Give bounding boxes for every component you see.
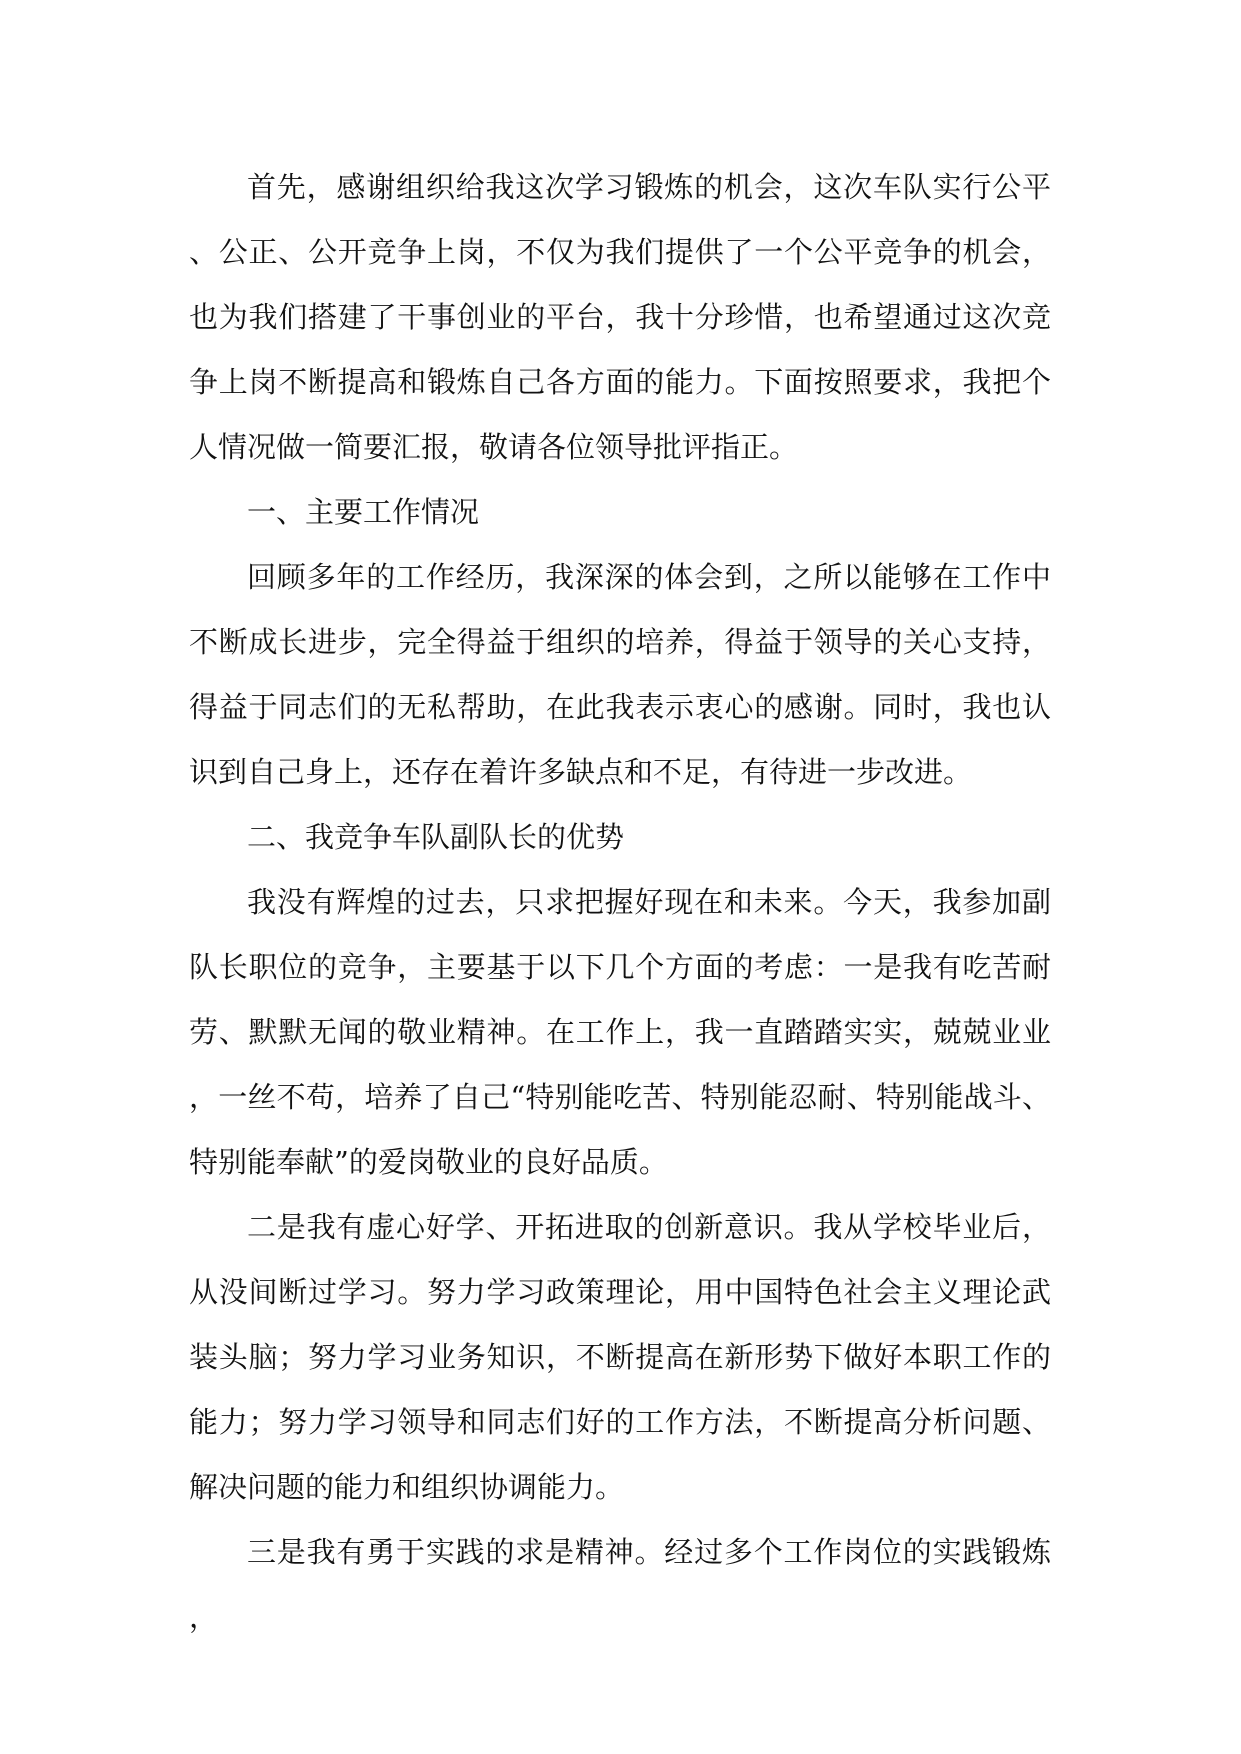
document-body (189, 155, 1051, 1650)
section-heading-main-work: 一、主要工作情况 (247, 495, 480, 529)
paragraph-opening: 首先，感谢组织给我这次学习锻炼的机会，这次车队实行公平、公正、公开竞争上岗，不仅为我们提供了一个公平竞争的机会，也为我们搭建了干事创业的平台，我十分珍惜，也希望通过这次竞争上岗不断提高和锻炼自己各方面的能力。下面按照要求，我把个人情况做一简要汇报，敬请各位领导批评指正。 (189, 170, 1051, 464)
section-heading-advantages: 二、我竞争车队副队长的优势 (247, 820, 625, 854)
paragraph-advantage-one: 我没有辉煌的过去，只求把握好现在和未来。今天，我参加副队长职位的竞争，主要基于以下几个方面的考虑：一是我有吃苦耐劳、默默无闻的敬业精神。在工作上，我一直踏踏实实，兢兢业业，一丝不苟，培养了自己“特别能吃苦、特别能忍耐、特别能战斗、特别能奉献”的爱岗敬业的良好品质。 (189, 885, 1051, 1179)
paragraph-work-review: 回顾多年的工作经历，我深深的体会到，之所以能够在工作中不断成长进步，完全得益于组织的培养，得益于领导的关心支持，得益于同志们的无私帮助，在此我表示衷心的感谢。同时，我也认识到自己身上，还存在着许多缺点和不足，有待进一步改进。 (189, 560, 1051, 789)
paragraph-advantage-two: 二是我有虚心好学、开拓进取的创新意识。我从学校毕业后，从没间断过学习。努力学习政策理论，用中国特色社会主义理论武装头脑；努力学习业务知识，不断提高在新形势下做好本职工作的能力；努力学习领导和同志们好的工作方法，不断提高分析问题、解决问题的能力和组织协调能力。 (189, 1210, 1051, 1504)
paragraph-advantage-three: 三是我有勇于实践的求是精神。经过多个工作岗位的实践锻炼， (189, 1535, 1051, 1634)
